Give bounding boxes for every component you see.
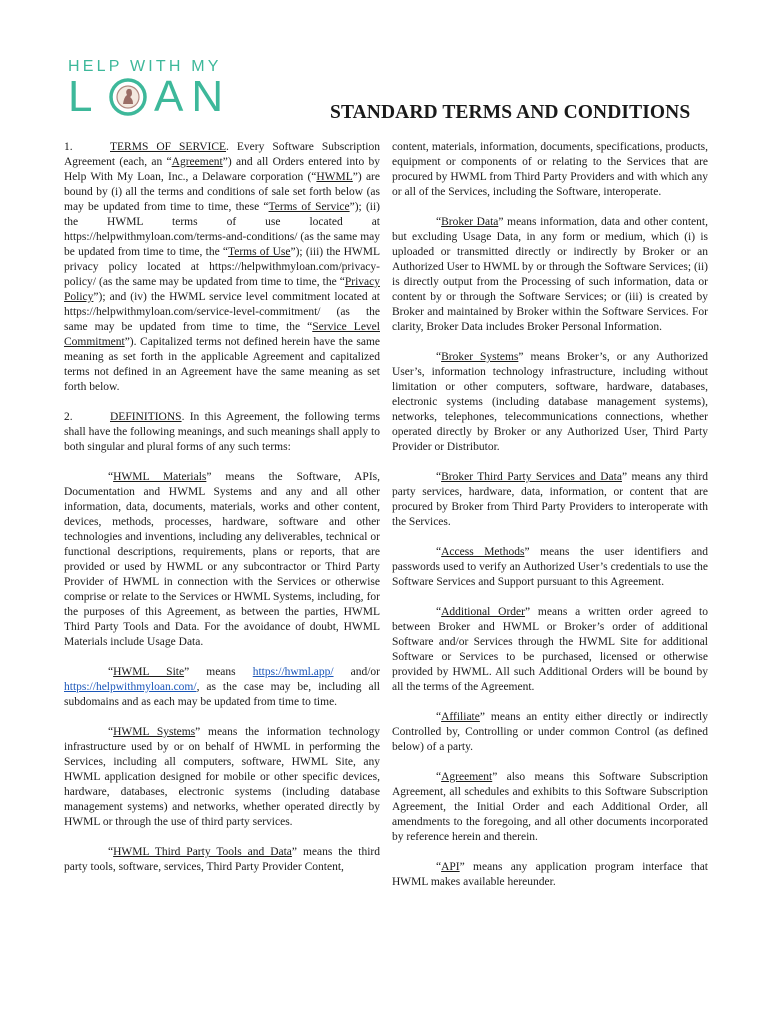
text-run: ” means information, data and other content, but excluding Usage Data, in any form or medium, which (i) is uploaded or transmitted directly or indirectly by Broker or an Authorized User to HWML by or through the Software Services; (ii) is directly output from the Processing of such information, data or content by or through the Software Services; or (iii) is created by Broker and maintained by Broker within the Software Services. For clarity, Broker Data includes Broker Personal Information. bbox=[392, 216, 708, 333]
defined-term: HWML bbox=[316, 171, 353, 183]
defined-term: HWML Systems bbox=[113, 726, 196, 738]
text-run: ” means Broker’s, or any Authorized User’s, information technology infrastructure, including without limitation or other computers, software, hardware, databases, electronic systems (including database management systems), networks, telephones, telecommunications connections, whether operated directly by Broker or any Authorized User, Third Party Provider or Distributor. bbox=[392, 351, 708, 453]
text-run: “ bbox=[436, 351, 442, 363]
text-run: ”); (ii) the HWML terms of use located at https://helpwithmyloan.com/terms-and-conditions/ (as the same may be updated from time to time, the “ bbox=[64, 201, 380, 258]
text-run: . In this Agreement, the following terms shall have the following meanings, and such meanings shall apply to both singular and plural forms of any such terms: bbox=[64, 411, 380, 453]
document-title: STANDARD TERMS AND CONDITIONS bbox=[330, 102, 691, 123]
text-run: ”); (iii) the HWML privacy policy located at https://helpwithmyloan.com/privacy-policy/ (as the same may be updated from time to time, the “ bbox=[64, 246, 380, 288]
defined-term: Broker Data bbox=[441, 216, 499, 228]
text-run: “ bbox=[436, 771, 442, 783]
section-number: 1. bbox=[64, 141, 73, 153]
text-run: “ bbox=[436, 861, 442, 873]
text-run: ” means the user identifiers and passwords used to verify an Authorized User’s credentials to use the Software Services and Support pursuant to this Agreement. bbox=[392, 546, 708, 588]
defined-term: HWML Site bbox=[113, 666, 185, 678]
defined-term: HWML Third Party Tools and Data bbox=[113, 846, 292, 858]
defined-term: Terms of Use bbox=[228, 246, 291, 258]
defined-term: Terms of Service bbox=[268, 201, 350, 213]
text-run: “ bbox=[108, 846, 114, 858]
defined-term: Privacy Policy bbox=[64, 276, 380, 303]
text-run: ” means any application program interface that HWML makes available hereunder. bbox=[392, 861, 708, 888]
text-run: “ bbox=[108, 666, 114, 678]
logo-wordmark bbox=[68, 72, 232, 121]
logo-top-text: HELP WITH MY bbox=[68, 58, 222, 75]
section-number: 2. bbox=[64, 411, 73, 423]
definition-api bbox=[392, 860, 708, 890]
defined-term: API bbox=[441, 861, 460, 873]
defined-term: Broker Third Party Services and Data bbox=[441, 471, 622, 483]
logo-letter-l: L bbox=[68, 72, 93, 121]
text-run: “ bbox=[436, 606, 442, 618]
text-run: ” means an entity either directly or indirectly Controlled by, Controlling or under common Control (as defined below) of a party. bbox=[392, 711, 708, 753]
text-run: “ bbox=[436, 711, 442, 723]
text-run: “ bbox=[436, 216, 442, 228]
text-run: “ bbox=[436, 546, 442, 558]
defined-term: Affiliate bbox=[441, 711, 480, 723]
right-column bbox=[392, 140, 708, 905]
helpwithmyloan-link[interactable]: https://helpwithmyloan.com/ bbox=[64, 681, 197, 693]
definition-broker-systems bbox=[392, 350, 708, 455]
logo-letters-an: AN bbox=[154, 72, 232, 121]
defined-term: Access Methods bbox=[441, 546, 525, 558]
definition-broker-third-party-services bbox=[392, 470, 708, 530]
definition-broker-data bbox=[392, 215, 708, 335]
hwml-app-link[interactable]: https://hwml.app/ bbox=[252, 666, 334, 678]
defined-term: Broker Systems bbox=[441, 351, 519, 363]
text-run: ” means a written order agreed to between Broker and HWML or Broker’s order of additional Software and/or Services through the HWML Site for additional Software or Services to be purchased, licensed or otherwise provided by HWML. All such Additional Orders will be bound by all the terms of the Agreement. bbox=[392, 606, 709, 693]
text-run: “ bbox=[436, 471, 442, 483]
defined-term: HWML Materials bbox=[113, 471, 207, 483]
defined-term: Agreement bbox=[171, 156, 223, 168]
definition-affiliate bbox=[392, 710, 708, 755]
text-run: . Every Software Subscription Agreement (each, an “ bbox=[64, 141, 380, 168]
section-terms-of-service bbox=[64, 140, 380, 395]
left-column bbox=[64, 140, 380, 890]
definition-hwml-materials bbox=[64, 470, 380, 650]
text-run: ” also means this Software Subscription Agreement, all schedules and exhibits to this Software Subscription Agreement, the Initial Order and each Additional Order, all amendments to the foregoing, and all other documents incorporated by reference herein and therein. bbox=[392, 771, 708, 843]
help-with-my-loan-logo bbox=[68, 58, 238, 120]
text-run: ” means bbox=[184, 666, 253, 678]
text-run: ” means any third party services, hardware, data, information, or content that are procured by Broker from Third Party Providers to interoperate with the Services. bbox=[392, 471, 708, 528]
defined-term: Service Level Commitment bbox=[64, 321, 380, 348]
definition-access-methods bbox=[392, 545, 708, 590]
defined-term: Additional Order bbox=[441, 606, 525, 618]
section-heading: DEFINITIONS bbox=[110, 411, 182, 423]
text-run: , as the case may be, including all subdomains and as each may be updated from time to time. bbox=[64, 681, 380, 708]
defined-term: Agreement bbox=[441, 771, 493, 783]
definition-agreement bbox=[392, 770, 708, 845]
coin-icon bbox=[106, 75, 154, 119]
definition-hwml-systems bbox=[64, 725, 380, 830]
section-definitions bbox=[64, 410, 380, 455]
text-run: ”) are bound by (i) all the terms and conditions of sale set forth below (as may be updated from time to time, these “ bbox=[64, 171, 380, 213]
text-run: ” means the Software, APIs, Documentation and HWML Systems and any and all other information, data, documents, materials, works and other content, devices, methods, processes, hardware, software and other technologies and inventions, including any deliverables, technical or functional descriptions, requirements, plans or reports, that are provided or used by HWML or any subcontractor or Third Party Provider of HWML in connection with the Services or otherwise comprise or relate to the Services or HWML Systems, including, for the purposes of this Agreement, as between the parties, HWML Third Party Tools and Data. For the avoidance of doubt, HWML Materials include Usage Data. bbox=[64, 471, 380, 648]
definition-hwml-third-party-tools bbox=[64, 845, 380, 875]
text-run: ”) and all Orders entered into by Help With My Loan, Inc., a Delaware corporation (“ bbox=[64, 156, 380, 183]
definition-continuation: content, materials, information, documents, specifications, products, equipment or components of or relating to the Services that are procured by HWML from Third Party Providers and with which any or all of the Services, including the Software, interoperate. bbox=[392, 141, 708, 198]
definition-hwml-site bbox=[64, 665, 380, 710]
text-run: ”). Capitalized terms not defined herein have the same meaning as set forth in the applicable Agreement and capitalized terms not defined in an Agreement have the same meaning as set forth below. bbox=[64, 336, 380, 393]
text-run: ”); and (iv) the HWML service level commitment located at https://helpwithmyloan.com/service-level-commitment/ (as the same may be updated from time to time, the “ bbox=[64, 291, 380, 333]
section-heading: TERMS OF SERVICE bbox=[110, 141, 227, 153]
text-run: ” means the third party tools, software, services, Third Party Provider Content, bbox=[64, 846, 380, 873]
text-run: and/or bbox=[333, 666, 380, 678]
definition-additional-order bbox=[392, 605, 708, 695]
text-run: ” means the information technology infrastructure used by or on behalf of HWML in performing the Services, including all computers, software, HWML Site, any HWML application designed for mobile or other specific devices, hardware, databases, electronic systems (including database management systems) and networks, whether operated directly by HWML or through the use of third party services. bbox=[64, 726, 380, 828]
text-run: “ bbox=[108, 471, 114, 483]
text-run: “ bbox=[108, 726, 114, 738]
